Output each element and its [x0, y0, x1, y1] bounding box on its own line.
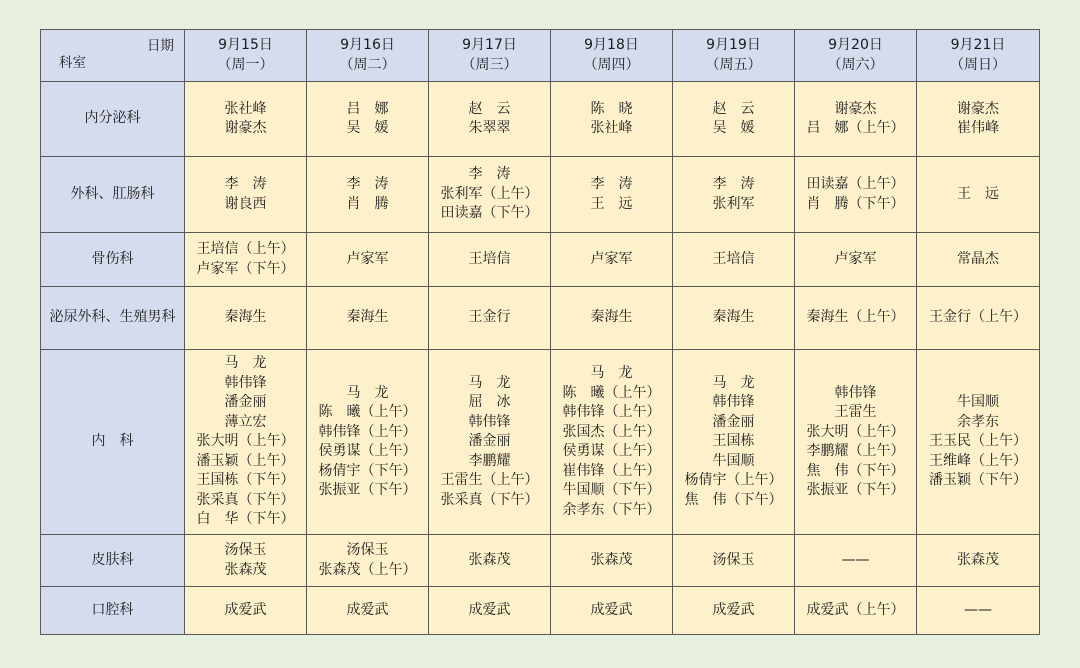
day-header — [307, 30, 429, 82]
doctor-entry: 潘金丽 — [712, 413, 755, 430]
doctor-entry: 张利军（上午） — [440, 185, 539, 202]
schedule-cell — [917, 587, 1040, 635]
doctor-entry: 秦海生 — [224, 309, 267, 326]
corner-header — [41, 30, 185, 82]
doctor-entry: 李鹏耀 — [468, 452, 511, 469]
day-header — [917, 30, 1040, 82]
schedule-cell — [551, 287, 673, 350]
doctor-entry: 侯勇谋（上午） — [318, 443, 417, 459]
department-row — [41, 82, 1040, 157]
doctor-entry: 韩伟锋 — [468, 413, 511, 430]
day-weekday: （周三） — [461, 56, 518, 73]
department-name: 皮肤科 — [41, 535, 185, 587]
schedule-cell — [673, 587, 795, 635]
department-row — [41, 535, 1040, 587]
day-weekday: （周四） — [583, 56, 640, 73]
schedule-cell — [307, 287, 429, 350]
doctor-entry: 谢豪杰 — [224, 120, 267, 136]
doctor-entry: 吕 娜 — [346, 100, 389, 117]
schedule-cell — [917, 233, 1040, 287]
schedule-cell — [551, 233, 673, 287]
doctor-entry: 田读嘉（上午） — [806, 176, 905, 192]
doctor-entry: 肖 腾 — [346, 195, 389, 212]
doctor-entry: 牛国顺 — [712, 452, 755, 469]
doctor-entry: 田读嘉（下午） — [440, 205, 539, 222]
doctor-entry: 韩伟锋（上午） — [562, 404, 661, 420]
schedule-cell — [917, 82, 1040, 157]
doctor-entry: 张振亚（下午） — [318, 482, 417, 498]
schedule-cell — [429, 82, 551, 157]
schedule-cell — [673, 350, 795, 535]
doctor-entry: 肖 腾（下午） — [806, 195, 905, 212]
schedule-cell — [673, 287, 795, 350]
day-weekday: （周五） — [705, 56, 762, 73]
doctor-entry: 杨倩宇（下午） — [318, 462, 417, 479]
doctor-entry: 成爱武 — [346, 601, 389, 618]
doctor-entry: 张采真（下午） — [196, 491, 295, 508]
doctor-entry: 焦 伟（下午） — [684, 491, 783, 508]
doctor-entry: 李 涛 — [346, 176, 389, 192]
day-header — [795, 30, 917, 82]
department-name: 内分泌科 — [41, 82, 185, 157]
day-date: 9月18日 — [584, 37, 639, 53]
schedule-cell — [551, 157, 673, 233]
schedule-table-wrapper — [40, 29, 1040, 635]
schedule-cell — [185, 535, 307, 587]
doctor-entry: 陈 曦（上午） — [562, 384, 661, 401]
schedule-cell — [429, 233, 551, 287]
schedule-cell — [185, 157, 307, 233]
doctor-entry: 张大明（上午） — [806, 423, 905, 440]
doctor-entry: 王金行 — [468, 309, 511, 326]
doctor-entry: 王玉民（上午） — [929, 433, 1027, 450]
doctor-entry: 白 华（下午） — [196, 511, 295, 528]
doctor-entry: 马 龙 — [712, 374, 755, 391]
doctor-entry: 张社峰 — [590, 120, 633, 136]
department-name: 口腔科 — [41, 587, 185, 635]
day-header — [673, 30, 795, 82]
schedule-cell — [551, 587, 673, 635]
schedule-cell — [795, 82, 917, 157]
department-name: 外科、肛肠科 — [41, 157, 185, 233]
doctor-entry: 余孝东（下午） — [562, 501, 661, 518]
doctor-entry: 侯勇谋（上午） — [562, 443, 661, 459]
doctor-entry: 卢家军（下午） — [196, 260, 295, 277]
doctor-entry: 李 涛 — [712, 176, 755, 192]
doctor-entry: 秦海生 — [590, 309, 633, 326]
doctor-entry: 谢豪杰 — [834, 100, 877, 117]
doctor-entry: 成爱武 — [712, 601, 755, 618]
schedule-cell — [551, 82, 673, 157]
doctor-entry: 朱翠翠 — [468, 120, 511, 136]
doctor-entry: 王雷生（上午） — [440, 472, 539, 489]
doctor-entry: 杨倩宇（上午） — [684, 472, 783, 489]
schedule-cell — [307, 350, 429, 535]
doctor-entry: 卢家军 — [346, 250, 389, 267]
schedule-cell — [795, 535, 917, 587]
schedule-cell — [185, 350, 307, 535]
schedule-cell — [551, 350, 673, 535]
schedule-cell — [429, 535, 551, 587]
doctor-entry: 张利军 — [712, 195, 755, 212]
day-date: 9月17日 — [462, 37, 517, 53]
doctor-entry: 王国栋 — [712, 433, 755, 450]
doctor-entry: 秦海生（上午） — [806, 309, 905, 326]
schedule-cell — [429, 157, 551, 233]
department-row — [41, 350, 1040, 535]
schedule-cell — [307, 233, 429, 287]
doctor-entry: 潘金丽 — [468, 433, 511, 450]
schedule-cell — [307, 157, 429, 233]
doctor-entry: 汤保玉 — [712, 551, 755, 568]
doctor-entry: 张森茂 — [590, 551, 633, 568]
doctor-entry: 汤保玉 — [224, 542, 267, 558]
day-date: 9月15日 — [218, 37, 273, 53]
schedule-cell — [917, 350, 1040, 535]
doctor-entry: 王 远 — [957, 185, 999, 202]
department-name: 泌尿外科、生殖男科 — [41, 287, 185, 350]
day-weekday: （周六） — [827, 56, 884, 73]
schedule-cell — [551, 535, 673, 587]
department-name: 骨伤科 — [41, 233, 185, 287]
doctor-entry: 张森茂 — [957, 551, 999, 568]
schedule-cell — [185, 233, 307, 287]
doctor-entry: 马 龙 — [468, 374, 511, 391]
doctor-entry: 卢家军 — [590, 250, 633, 267]
schedule-cell — [795, 287, 917, 350]
doctor-entry: 李 涛 — [224, 176, 267, 192]
doctor-entry: 王培信（上午） — [196, 241, 295, 257]
schedule-cell — [429, 587, 551, 635]
schedule-cell — [795, 157, 917, 233]
doctor-entry: 牛国顺（下午） — [562, 482, 661, 498]
doctor-entry: 马 龙 — [224, 355, 267, 372]
schedule-cell — [185, 287, 307, 350]
department-row — [41, 587, 1040, 635]
doctor-entry: 韩伟锋 — [834, 384, 877, 401]
doctor-entry: 常晶杰 — [957, 250, 999, 267]
schedule-cell — [917, 157, 1040, 233]
corner-date-label: 日期 — [147, 38, 174, 54]
department-name: 内 科 — [41, 350, 185, 535]
day-date: 9月19日 — [706, 37, 761, 53]
doctor-entry: 张森茂 — [224, 561, 267, 578]
doctor-entry: —— — [841, 551, 870, 568]
doctor-entry: 张采真（下午） — [440, 491, 539, 508]
doctor-entry: 王金行（上午） — [929, 309, 1027, 326]
schedule-cell — [429, 350, 551, 535]
doctor-entry: 赵 云 — [712, 100, 755, 117]
header-row — [41, 30, 1040, 82]
day-weekday: （周日） — [950, 56, 1006, 73]
doctor-entry: 潘玉颖（下午） — [929, 472, 1027, 489]
doctor-entry: 张森茂 — [468, 551, 511, 568]
doctor-entry: 吴 媛 — [346, 120, 389, 136]
doctor-entry: 焦 伟（下午） — [806, 462, 905, 479]
doctor-entry: 崔伟锋（上午） — [562, 462, 661, 479]
doctor-entry: 王国栋（下午） — [196, 472, 295, 489]
doctor-entry: 王培信 — [712, 250, 755, 267]
doctor-entry: —— — [964, 601, 992, 618]
corner-department-label: 科室 — [59, 54, 86, 71]
doctor-entry: 成爱武（上午） — [806, 601, 905, 618]
doctor-entry: 余孝东 — [957, 413, 999, 430]
schedule-cell — [795, 587, 917, 635]
doctor-entry: 成爱武 — [590, 601, 633, 618]
doctor-entry: 张振亚（下午） — [806, 482, 905, 498]
doctor-entry: 张大明（上午） — [196, 433, 295, 450]
doctor-entry: 陈 晓 — [590, 100, 633, 117]
schedule-cell — [307, 82, 429, 157]
schedule-cell — [185, 82, 307, 157]
doctor-entry: 张国杰（上午） — [562, 423, 661, 440]
schedule-cell — [917, 535, 1040, 587]
schedule-cell — [307, 587, 429, 635]
doctor-entry: 李鹏耀（上午） — [806, 443, 905, 459]
day-date: 9月21日 — [950, 37, 1006, 53]
doctor-entry: 李 涛 — [468, 166, 511, 183]
doctor-entry: 张社峰 — [224, 100, 267, 117]
doctor-entry: 王雷生 — [834, 404, 877, 420]
doctor-entry: 吕 娜（上午） — [806, 120, 905, 136]
doctor-entry: 吴 媛 — [712, 120, 755, 136]
doctor-entry: 谢良西 — [224, 195, 267, 212]
doctor-entry: 崔伟峰 — [957, 120, 999, 136]
doctor-entry: 牛国顺 — [957, 394, 999, 411]
doctor-entry: 韩伟锋（上午） — [318, 423, 417, 440]
schedule-cell — [673, 233, 795, 287]
doctor-entry: 薄立宏 — [224, 413, 267, 430]
day-header — [185, 30, 307, 82]
schedule-cell — [307, 535, 429, 587]
day-header — [429, 30, 551, 82]
schedule-body — [41, 82, 1040, 635]
doctor-entry: 韩伟锋 — [712, 394, 755, 411]
department-row — [41, 233, 1040, 287]
schedule-cell — [673, 157, 795, 233]
day-date: 9月20日 — [828, 37, 883, 53]
schedule-cell — [429, 287, 551, 350]
day-weekday: （周一） — [217, 56, 274, 73]
schedule-cell — [673, 535, 795, 587]
doctor-entry: 秦海生 — [346, 309, 389, 326]
duty-schedule-table — [40, 29, 1040, 635]
doctor-entry: 马 龙 — [590, 365, 633, 381]
doctor-entry: 卢家军 — [834, 250, 877, 267]
doctor-entry: 王培信 — [468, 250, 511, 267]
department-row — [41, 157, 1040, 233]
doctor-entry: 屈 冰 — [468, 394, 511, 411]
doctor-entry: 秦海生 — [712, 309, 755, 326]
doctor-entry: 赵 云 — [468, 100, 511, 117]
doctor-entry: 成爱武 — [224, 601, 267, 618]
schedule-cell — [673, 82, 795, 157]
schedule-cell — [917, 287, 1040, 350]
doctor-entry: 谢豪杰 — [957, 100, 999, 117]
schedule-cell — [795, 350, 917, 535]
doctor-entry: 潘玉颖（上午） — [196, 452, 295, 469]
doctor-entry: 成爱武 — [468, 601, 511, 618]
doctor-entry: 汤保玉 — [346, 542, 389, 558]
day-header — [551, 30, 673, 82]
doctor-entry: 马 龙 — [346, 384, 389, 401]
schedule-cell — [795, 233, 917, 287]
doctor-entry: 王维峰（上午） — [929, 452, 1027, 469]
day-date: 9月16日 — [340, 37, 395, 53]
department-row — [41, 287, 1040, 350]
doctor-entry: 张森茂（上午） — [318, 561, 417, 578]
doctor-entry: 韩伟锋 — [224, 374, 267, 391]
day-weekday: （周二） — [339, 56, 396, 73]
doctor-entry: 王 远 — [590, 195, 633, 212]
doctor-entry: 潘金丽 — [224, 394, 267, 411]
schedule-cell — [185, 587, 307, 635]
doctor-entry: 陈 曦（上午） — [318, 404, 417, 420]
doctor-entry: 李 涛 — [590, 176, 633, 192]
